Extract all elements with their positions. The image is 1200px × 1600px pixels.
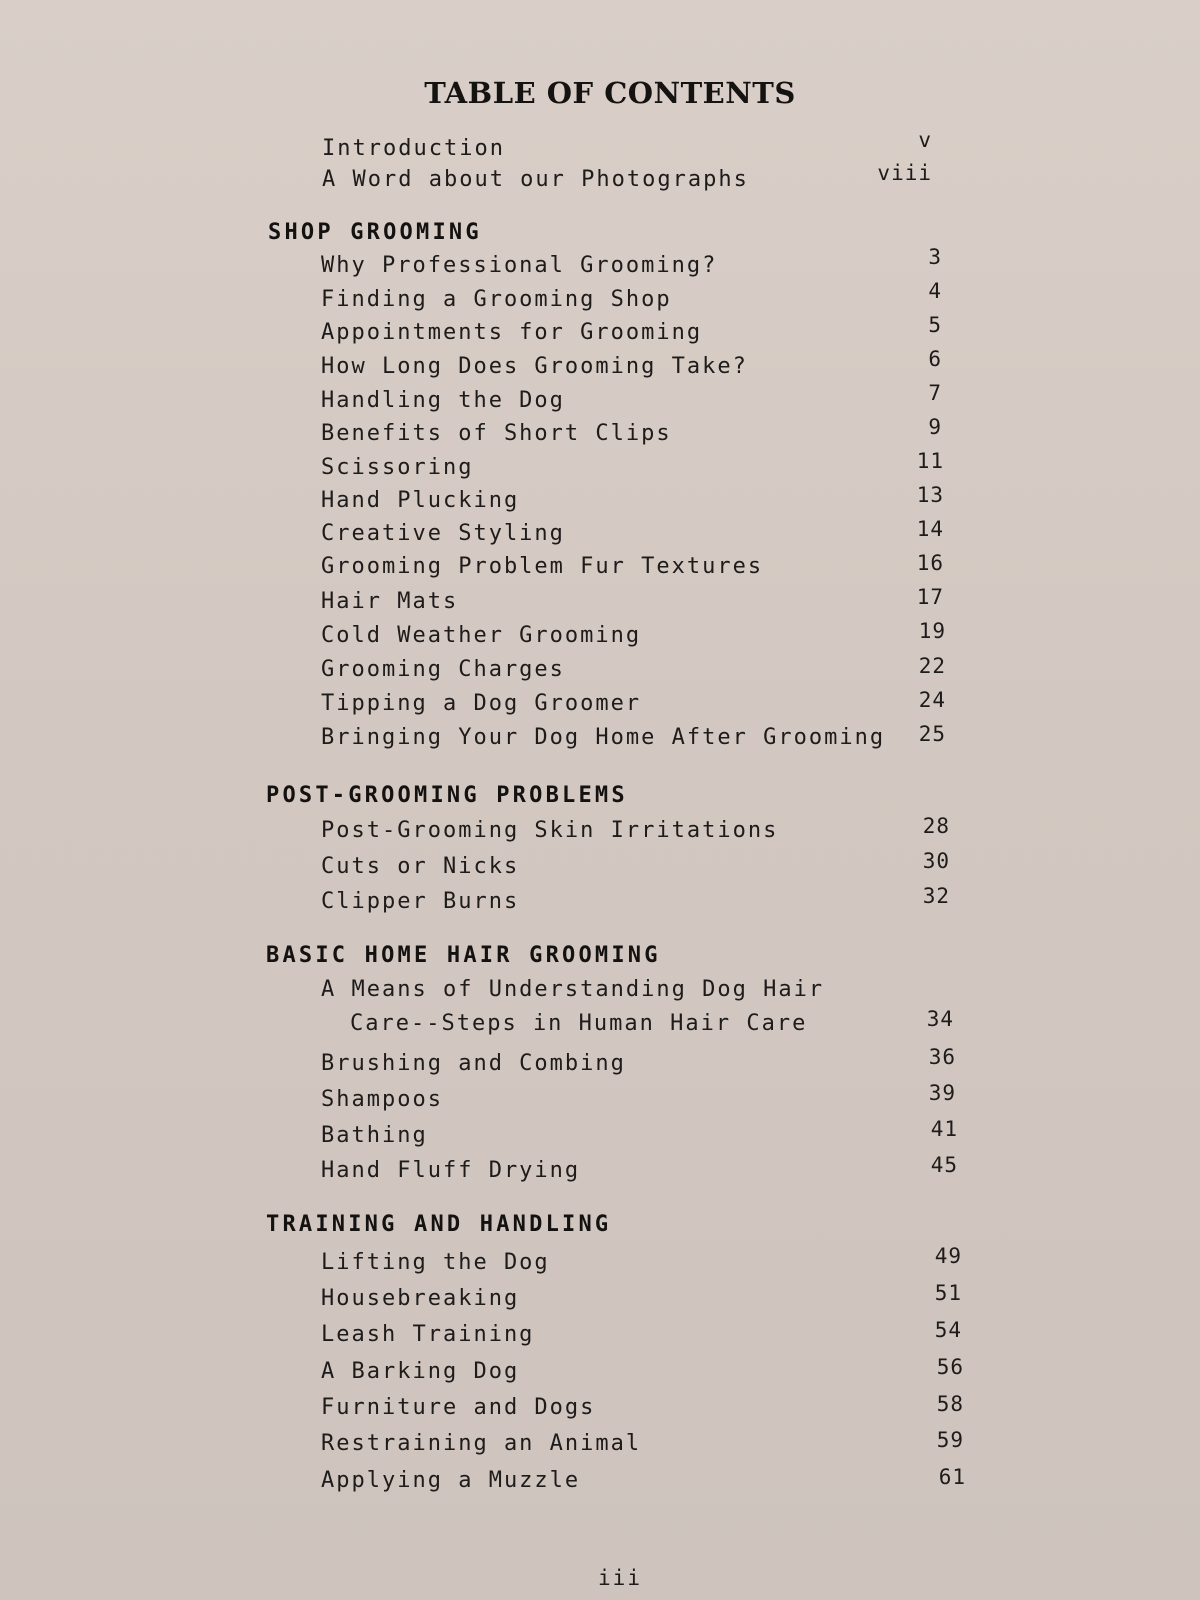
toc-page-photographs: viii	[877, 161, 932, 185]
section-heading-home-grooming: BASIC HOME HAIR GROOMING	[266, 943, 661, 968]
toc-entry: A Means of Understanding Dog Hair	[321, 977, 825, 1002]
toc-page-number: 30	[922, 849, 950, 873]
toc-page-number: 16	[916, 551, 944, 575]
toc-entry: Cuts or Nicks	[321, 854, 520, 879]
toc-page-number: 25	[918, 722, 946, 746]
page-title: TABLE OF CONTENTS	[424, 76, 796, 110]
toc-entry-photographs: A Word about our Photographs	[322, 167, 749, 192]
section-heading-training: TRAINING AND HANDLING	[266, 1212, 612, 1237]
toc-entry: Benefits of Short Clips	[321, 421, 672, 446]
toc-page-number: 39	[928, 1081, 956, 1105]
toc-page-number: 58	[936, 1392, 964, 1416]
toc-entry: Handling the Dog	[321, 388, 565, 413]
toc-page-number: 19	[918, 619, 946, 643]
toc-entry: Applying a Muzzle	[321, 1468, 581, 1493]
toc-page-number: 17	[916, 585, 944, 609]
toc-entry: Lifting the Dog	[321, 1250, 550, 1275]
toc-entry: Bathing	[321, 1123, 428, 1148]
toc-entry: Cold Weather Grooming	[321, 623, 642, 648]
toc-page-number: 7	[928, 381, 942, 405]
toc-entry: Tipping a Dog Groomer	[321, 691, 642, 716]
section-heading-shop-grooming: SHOP GROOMING	[268, 220, 482, 245]
toc-entry: Hand Plucking	[321, 488, 520, 513]
toc-entry: Why Professional Grooming?	[321, 253, 718, 278]
toc-page-number: 61	[938, 1465, 966, 1489]
toc-entry: Clipper Burns	[321, 889, 520, 914]
toc-page-number: 14	[916, 517, 944, 541]
toc-entry: Grooming Problem Fur Textures	[321, 554, 764, 579]
toc-entry: Scissoring	[321, 455, 474, 480]
toc-page-number: 6	[928, 347, 942, 371]
toc-entry-continued: Care--Steps in Human Hair Care	[350, 1011, 808, 1036]
toc-entry-introduction: Introduction	[322, 136, 505, 161]
toc-page-number: 56	[936, 1355, 964, 1379]
toc-entry: How Long Does Grooming Take?	[321, 354, 748, 379]
toc-page-number: 49	[934, 1244, 962, 1268]
toc-entry: Bringing Your Dog Home After Grooming	[321, 725, 886, 750]
section-heading-post-grooming: POST-GROOMING PROBLEMS	[266, 783, 628, 808]
toc-page-number: 4	[928, 279, 942, 303]
toc-page-number: 41	[930, 1117, 958, 1141]
toc-page-number: 13	[916, 483, 944, 507]
toc-entry: Leash Training	[321, 1322, 535, 1347]
toc-entry: Hair Mats	[321, 589, 459, 614]
toc-page-number: 22	[918, 654, 946, 678]
toc-entry: Appointments for Grooming	[321, 320, 703, 345]
toc-entry: Post-Grooming Skin Irritations	[321, 818, 779, 843]
toc-page-number: 34	[926, 1007, 954, 1031]
toc-page-number: 24	[918, 688, 946, 712]
toc-entry: Furniture and Dogs	[321, 1395, 596, 1420]
toc-page-number: 9	[928, 415, 942, 439]
toc-page-introduction: v	[918, 128, 932, 152]
toc-entry: Restraining an Animal	[321, 1431, 642, 1456]
page-number-footer: iii	[598, 1566, 642, 1590]
toc-page-number: 11	[916, 449, 944, 473]
toc-entry: Finding a Grooming Shop	[321, 287, 672, 312]
toc-entry: Hand Fluff Drying	[321, 1158, 581, 1183]
toc-page-number: 28	[922, 814, 950, 838]
toc-page-number: 54	[934, 1318, 962, 1342]
toc-entry: Grooming Charges	[321, 657, 565, 682]
toc-entry: Housebreaking	[321, 1286, 520, 1311]
toc-entry: Creative Styling	[321, 521, 565, 546]
toc-page-number: 51	[934, 1281, 962, 1305]
toc-entry: Shampoos	[321, 1087, 443, 1112]
toc-page-number: 45	[930, 1153, 958, 1177]
toc-page-number: 3	[928, 245, 942, 269]
toc-page-number: 36	[928, 1045, 956, 1069]
toc-entry: Brushing and Combing	[321, 1051, 626, 1076]
toc-entry: A Barking Dog	[321, 1359, 520, 1384]
toc-page-number: 32	[922, 884, 950, 908]
toc-page-number: 59	[936, 1428, 964, 1452]
toc-page-number: 5	[928, 313, 942, 337]
